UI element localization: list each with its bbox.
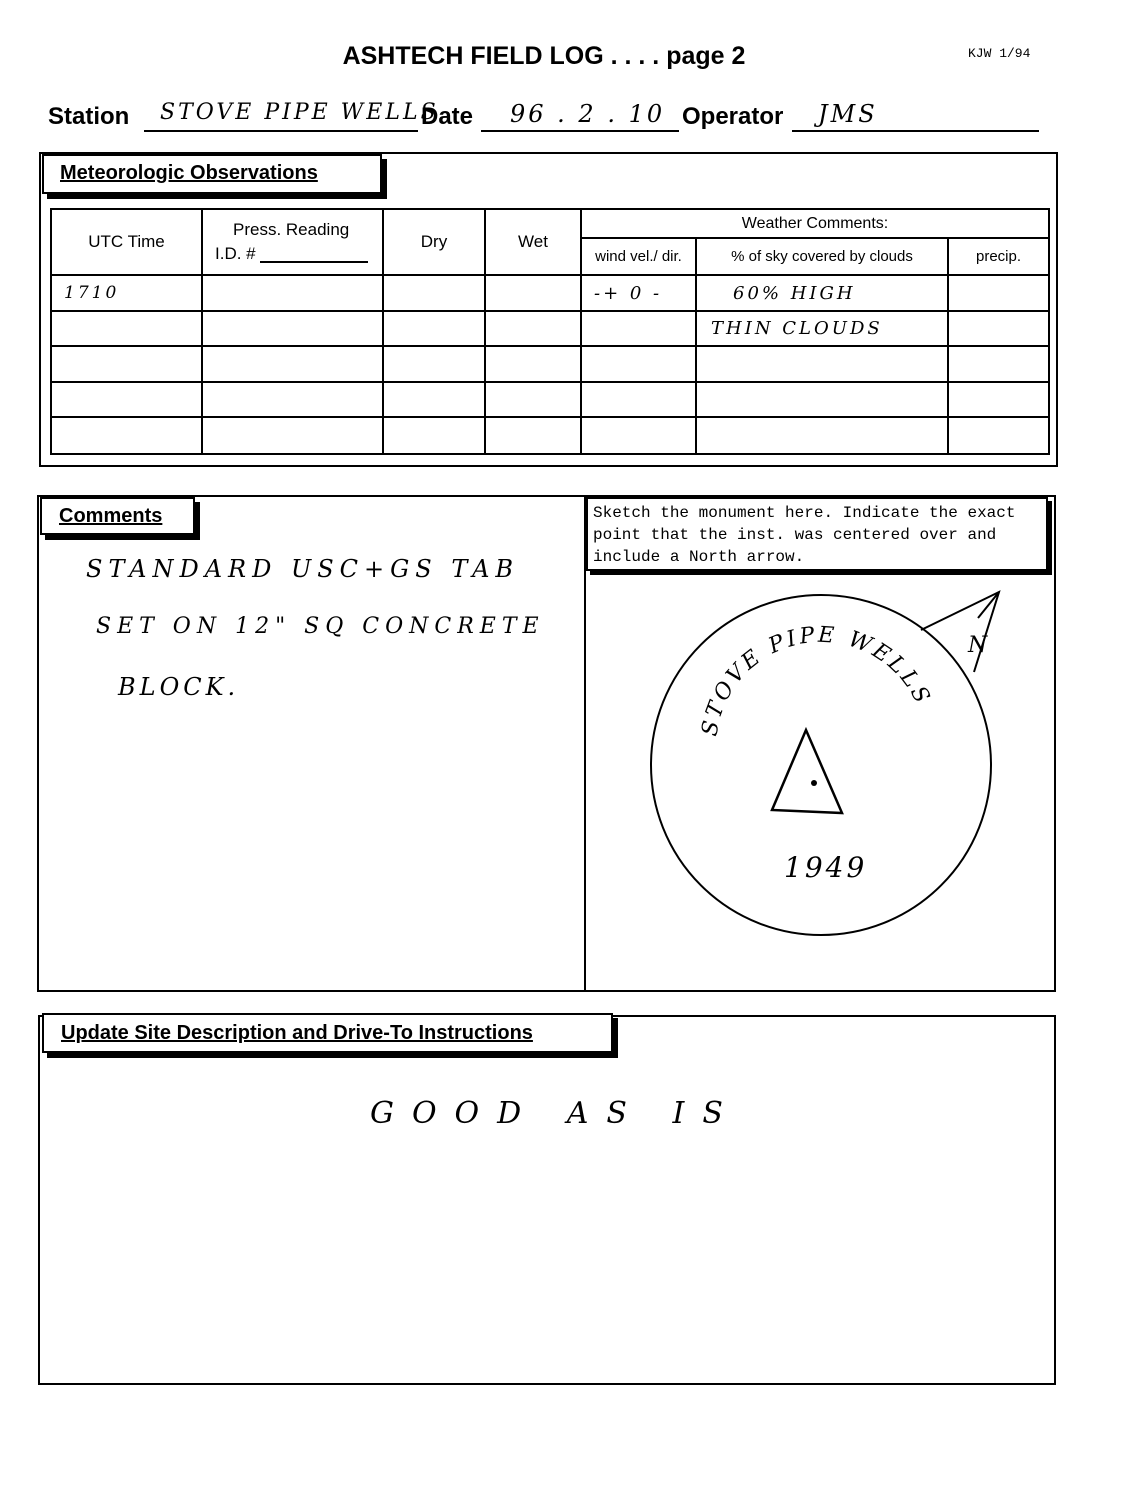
- operator-line: [792, 130, 1039, 132]
- cell-press[interactable]: [202, 275, 383, 311]
- comment-line[interactable]: STANDARD USC+GS TAB: [86, 555, 520, 583]
- triangle-mark-icon: [772, 730, 842, 813]
- cell-sky[interactable]: THIN CLOUDS: [696, 311, 948, 346]
- disk-year: 1949: [784, 851, 868, 884]
- station-label: Station: [48, 103, 130, 130]
- cell-wet[interactable]: [485, 311, 581, 346]
- cell-wet[interactable]: [485, 275, 581, 311]
- cell-utc-time[interactable]: [51, 382, 202, 417]
- table-row: [51, 417, 1049, 454]
- cell-utc-time[interactable]: 1710: [51, 275, 202, 311]
- site-description-text[interactable]: GOOD AS IS: [370, 1096, 741, 1131]
- station-value[interactable]: STOVE PIPE WELLS: [160, 100, 439, 125]
- cell-precip[interactable]: [948, 382, 1049, 417]
- center-point-icon: [811, 780, 817, 786]
- cell-press[interactable]: [202, 417, 383, 454]
- cell-dry[interactable]: [383, 382, 485, 417]
- cell-sky[interactable]: [696, 346, 948, 382]
- col-dry: Dry: [383, 209, 485, 275]
- cell-precip[interactable]: [948, 346, 1049, 382]
- page-title: ASHTECH FIELD LOG . . . . page 2: [342, 42, 746, 70]
- north-arrow-icon: [921, 592, 999, 672]
- col-wind: wind vel./ dir.: [581, 238, 696, 275]
- cell-sky[interactable]: [696, 382, 948, 417]
- table-row: [51, 346, 1049, 382]
- cell-wet[interactable]: [485, 346, 581, 382]
- col-utc-time: UTC Time: [51, 209, 202, 275]
- disk-name: STOVE PIPE WELLS: [697, 622, 936, 739]
- col-sky: % of sky covered by clouds: [696, 238, 948, 275]
- cell-press[interactable]: [202, 311, 383, 346]
- cell-wind[interactable]: -+ 0 -: [581, 275, 696, 311]
- table-row: [51, 275, 1049, 311]
- monument-sketch: [586, 572, 1054, 990]
- north-label: N: [968, 633, 991, 658]
- cell-precip[interactable]: [948, 417, 1049, 454]
- site-description-section: [38, 1015, 1056, 1385]
- cell-wet[interactable]: [485, 417, 581, 454]
- comment-line[interactable]: BLOCK.: [118, 673, 240, 701]
- cell-utc-time[interactable]: [51, 346, 202, 382]
- cell-dry[interactable]: [383, 275, 485, 311]
- col-press-id-label: I.D. #: [215, 244, 256, 263]
- comment-line[interactable]: SET ON 12" SQ CONCRETE: [96, 614, 545, 639]
- cell-precip[interactable]: [948, 275, 1049, 311]
- cell-dry[interactable]: [383, 417, 485, 454]
- operator-label: Operator: [682, 103, 784, 130]
- cell-precip[interactable]: [948, 311, 1049, 346]
- cell-wet[interactable]: [485, 382, 581, 417]
- col-weather-comments: Weather Comments:: [581, 209, 1049, 238]
- col-precip: precip.: [948, 238, 1049, 275]
- meteorologic-title: Meteorologic Observations: [42, 154, 382, 194]
- cell-dry[interactable]: [383, 311, 485, 346]
- cell-wind[interactable]: [581, 346, 696, 382]
- meteorologic-table: [50, 208, 1050, 455]
- date-label: Date: [421, 103, 474, 130]
- cell-dry[interactable]: [383, 346, 485, 382]
- cell-utc-time[interactable]: [51, 311, 202, 346]
- cell-wind[interactable]: [581, 382, 696, 417]
- date-value[interactable]: 96 . 2 . 10: [510, 100, 666, 128]
- operator-value[interactable]: JMS: [818, 100, 878, 128]
- cell-press[interactable]: [202, 382, 383, 417]
- cell-sky[interactable]: 60% HIGH: [696, 275, 948, 311]
- press-id-line: [260, 261, 368, 263]
- cell-wind[interactable]: [581, 311, 696, 346]
- site-description-title: Update Site Description and Drive-To Instructions: [42, 1013, 613, 1053]
- table-row: [51, 382, 1049, 417]
- station-line: [144, 130, 418, 132]
- table-row: [51, 311, 1049, 346]
- comments-title: Comments: [40, 497, 195, 535]
- sketch-instructions: Sketch the monument here. Indicate the exact point that the inst. was centered over and include a North arrow.: [593, 504, 1016, 566]
- col-press-reading: [202, 209, 383, 275]
- cell-utc-time[interactable]: [51, 417, 202, 454]
- cell-sky[interactable]: [696, 417, 948, 454]
- cell-press[interactable]: [202, 346, 383, 382]
- col-press-reading-label: Press. Reading: [233, 220, 350, 239]
- date-line: [481, 130, 679, 132]
- form-revision: KJW 1/94: [968, 46, 1031, 61]
- col-wet: Wet: [485, 209, 581, 275]
- cell-wind[interactable]: [581, 417, 696, 454]
